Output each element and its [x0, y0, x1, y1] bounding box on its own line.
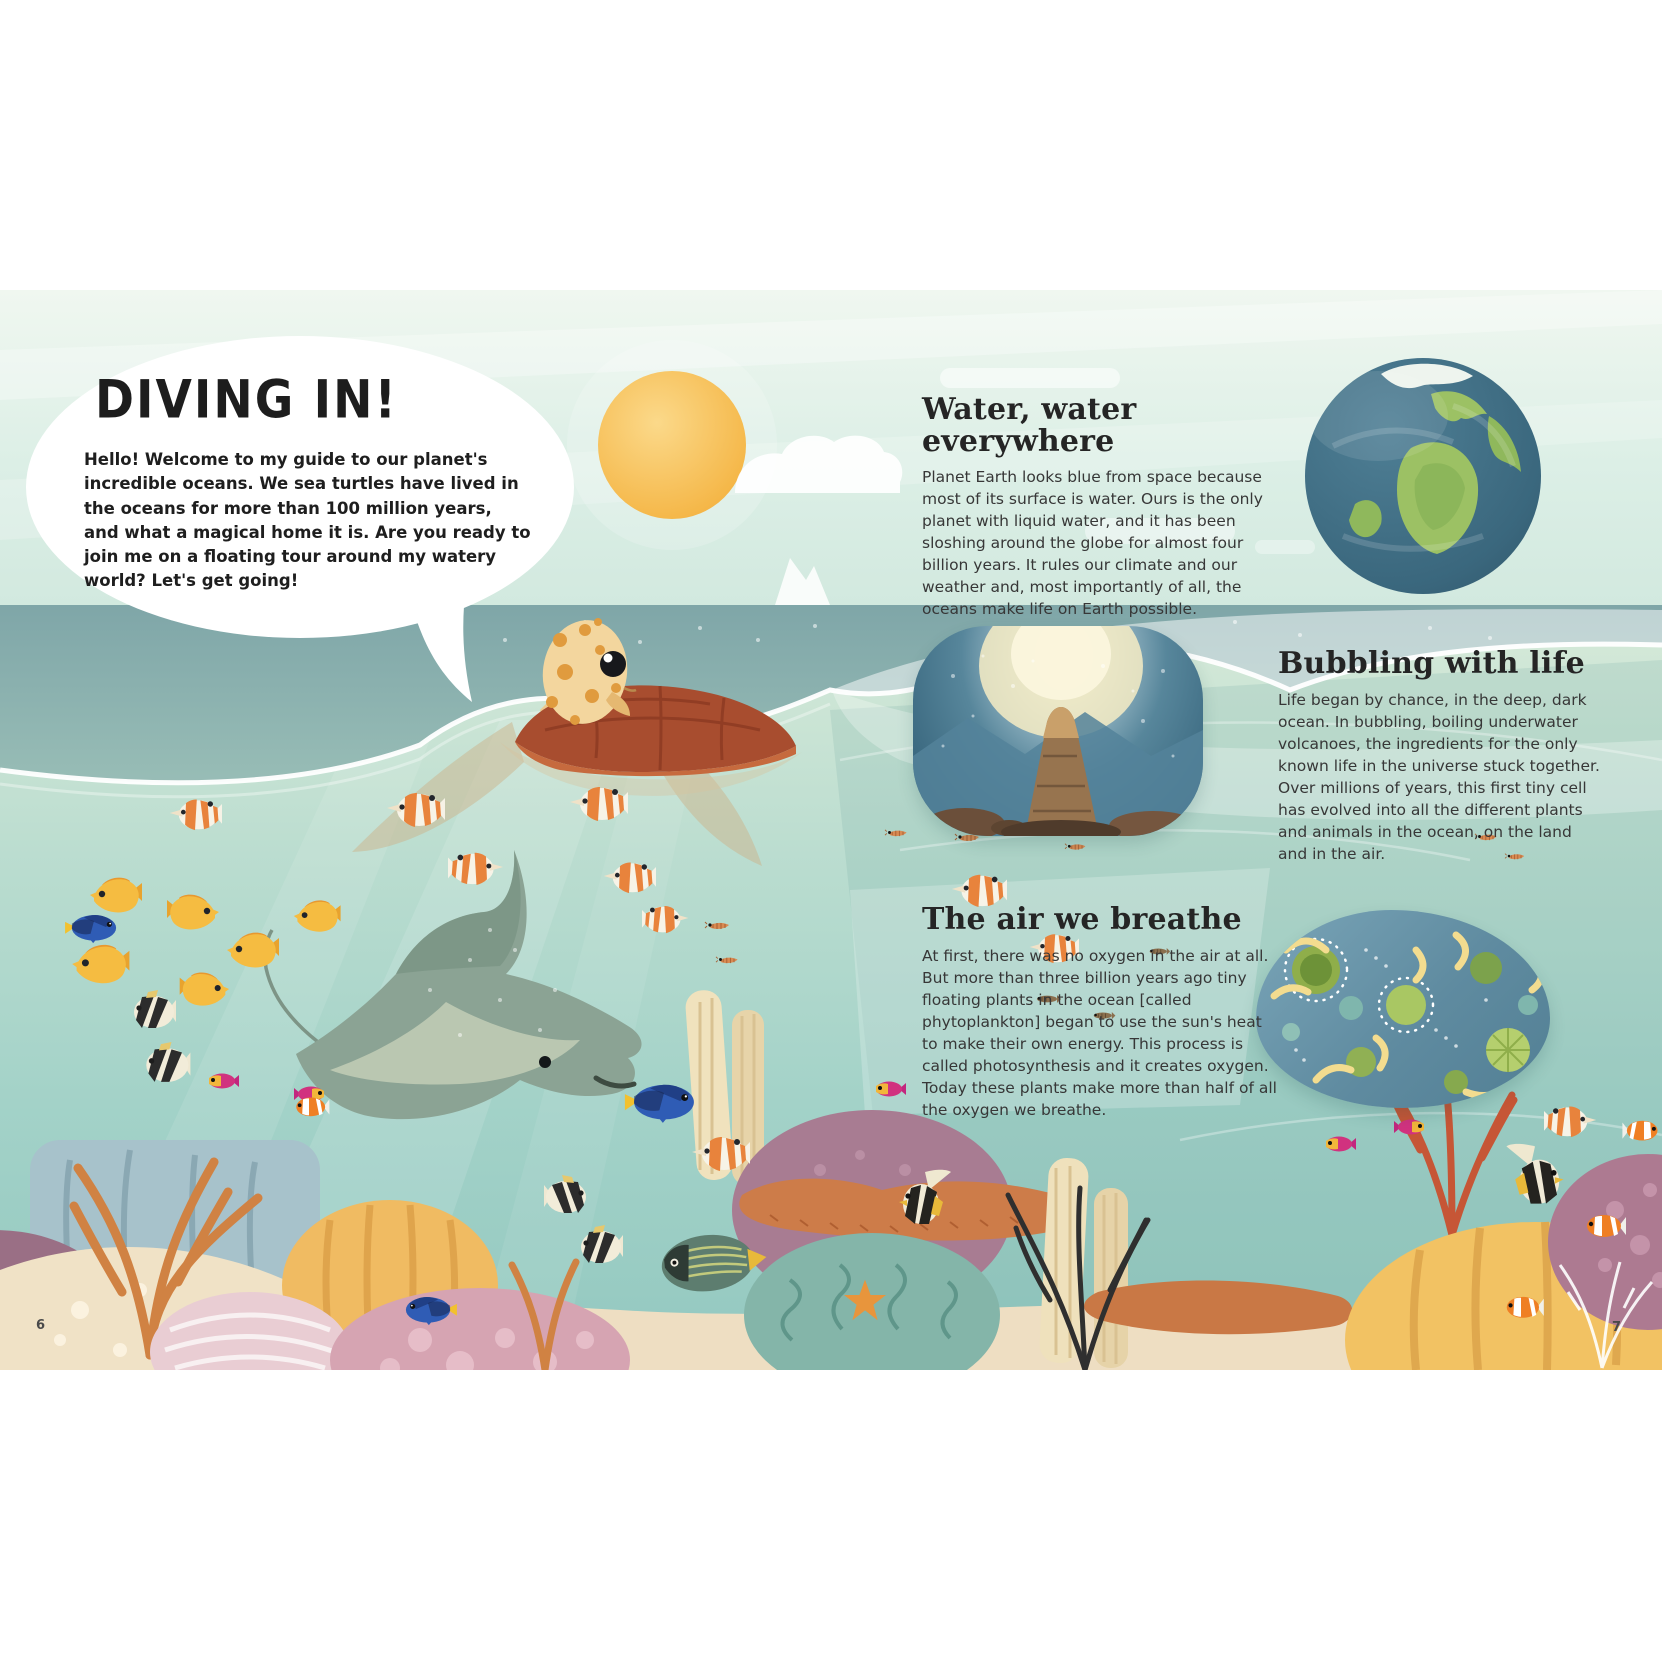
- section-bubbling-with-life: [1278, 648, 1600, 865]
- section-heading: The air we breathe: [922, 902, 1242, 937]
- manta-eye: [539, 1056, 551, 1068]
- section-air-we-breathe: [922, 904, 1280, 1121]
- section-heading: Bubbling with life: [1278, 646, 1585, 681]
- volcano-scene: [913, 626, 1203, 836]
- plankton-cells: [1282, 939, 1538, 1094]
- earth-globe-illustration: [1303, 356, 1543, 596]
- page-number-right: 7: [1612, 1320, 1622, 1335]
- page-title: DIVING IN!: [95, 369, 398, 432]
- speech-bubble-tail: [402, 606, 488, 706]
- section-heading: Water, water everywhere: [922, 392, 1137, 459]
- section-water-everywhere: [922, 394, 1274, 620]
- page-number-left: 6: [36, 1318, 46, 1333]
- underwater-volcano-vignette: [913, 626, 1203, 836]
- section-body: Life began by chance, in the deep, dark ocean. In bubbling, boiling underwater volcanoes, the ingredients for the only known life in the universe stuck together. Over millions of years, this first tiny cell has evolved into all the different plants and animals in the ocean, on the land and in the air.: [1278, 690, 1600, 863]
- cloud-icon: [940, 368, 1120, 388]
- speech-bubble-text: Hello! Welcome to my guide to our planet's incredible oceans. We sea turtles have lived in the oceans for more than 100 million years, and what a magical home it is. Are you ready to join me on a floating tour around my watery world? Let's get going!: [84, 450, 531, 591]
- turtle-eye: [600, 651, 626, 677]
- section-body: Planet Earth looks blue from space because most of its surface is water. Ours is the only planet with liquid water, and it has been sloshing around the globe for almost four billion years. It rules our climate and our weather and, most importantly of all, the oceans make life on Earth possible.: [922, 468, 1263, 618]
- sun-icon: [598, 371, 746, 519]
- section-body: At first, there was no oxygen in the air at all. But more than three billion years ago tiny floating plants in the ocean [called phytoplankton] began to use the sun's heat to make their own energy. This process is called photosynthesis and it creates oxygen. Today these plants make more than half of all the oxygen we breathe.: [922, 946, 1277, 1119]
